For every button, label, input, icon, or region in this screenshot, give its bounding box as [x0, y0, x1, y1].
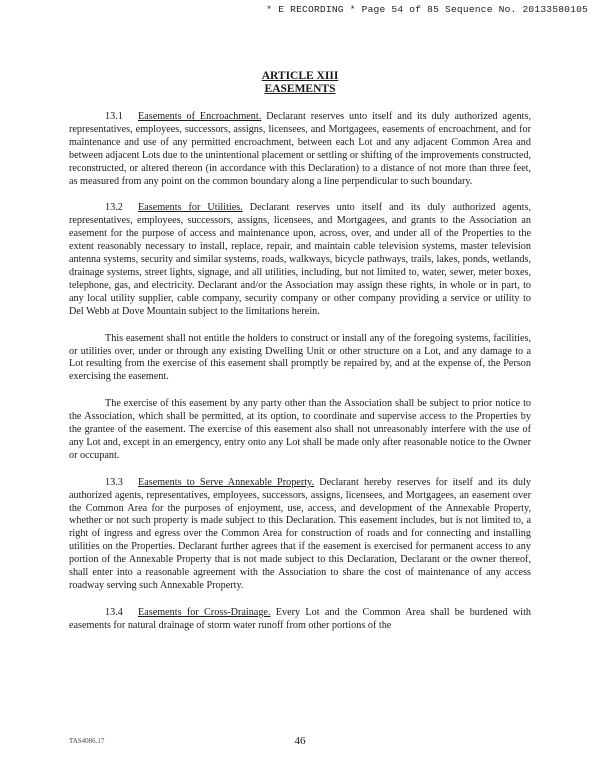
section-number: 13.4	[105, 606, 123, 618]
section-text: Declarant reserves unto itself and its duly authorized agents, representatives, employees, successors, assigns, licensees, and Mortgagees, and grants to the Association an easement for the purpose of access and maintenance upon, across, over, and under all of the Properties to the extent reasonably necessary to install, replace, repair, and maintain cable television systems, master television antenna systems, security and similar systems, roads, walkways, bicycle pathways, trails, lakes, ponds, wetlands, drainage systems, street lights, signage, and all utilities, including, but not limited to, water, sewer, meter boxes, telephone, gas, and electricity. Declarant and/or the Association may assign these rights, in whole or in part, to any local utility supplier, cable company, security company or other company providing a service or utility to Del Webb at Dove Mountain subject to the limitations herein.	[69, 202, 531, 317]
section-text: The exercise of this easement by any party other than the Association shall be subject to prior notice to the Association, which shall be permitted, at its option, to coordinate and supervise access to the Properties by the grantee of the easement. The exercise of this easement also shall not unreasonably interfere with the use of any Lot and, except in an emergency, entry onto any Lot shall be made only after reasonable notice to the Owner or occupant.	[69, 398, 531, 461]
section-13-2	[69, 202, 531, 318]
section-13-4	[69, 607, 531, 633]
section-title: Easements to Serve Annexable Property.	[138, 476, 315, 488]
section-13-2-para-3	[69, 398, 531, 463]
section-title: Easements of Encroachment.	[138, 111, 262, 122]
document-reference: TAS4086.17	[69, 737, 105, 745]
page-number: 46	[294, 735, 306, 747]
section-number: 13.1	[105, 111, 123, 122]
section-13-3	[69, 477, 531, 593]
section-13-2-para-2	[69, 333, 531, 385]
section-text: Every Lot and the Common Area shall be burdened with easements for natural drainage of storm water runoff from other portions of the	[69, 606, 532, 631]
section-title: Easements for Cross-Drainage.	[138, 606, 271, 618]
section-text: This easement shall not entitle the holders to construct or install any of the foregoing systems, facilities, or utilities over, under or through any existing Dwelling Unit or other structure on a Lot, and any damage to a Lot resulting from the exercise of this easement shall promptly be repaired by, and at the expense of, the Person exercising the easement.	[69, 332, 531, 383]
section-number: 13.2	[105, 202, 123, 214]
section-text: Declarant reserves unto itself and its duly authorized agents, representatives, employees, successors, assigns, licensees, and Mortgagees, easements of encroachment, and for maintenance and use of any permitted encroachment, between each Lot and any adjacent Common Area and between adjacent Lots due to the unintentional placement or settling or shifting of the improvements constructed, reconstructed, or altered thereon (in accordance with this Declaration) to a distance of not more than three feet, as measured from any point on the common boundary along a line perpendicular to such boundary.	[69, 111, 532, 187]
article-title: EASEMENTS	[264, 83, 336, 95]
section-text: Declarant hereby reserves for itself and its duly authorized agents, representatives, employees, successors, assigns, licensees, and Mortgagees, an easement over the Common Area for the purposes of enjoyment, use, access, and development of the Annexable Property, whether or not such property is made subject to this Declaration. This easement includes, but is not limited to, a right of ingress and egress over the Common Area for construction of roads and for connecting and installing utilities on the Properties. Declarant further agrees that if the easement is exercised for permanent access to any portion of the Annexable Property that is not made subject to this Declaration, Declarant or the owner thereof, shall enter into a reasonable agreement with the Association to share the cost of maintenance of any access roadway serving such Annexable Property.	[69, 476, 531, 591]
article-number: ARTICLE XIII	[261, 70, 339, 82]
section-13-1	[69, 111, 531, 188]
section-title: Easements for Utilities.	[138, 202, 243, 214]
section-number: 13.3	[105, 476, 123, 488]
document-page	[69, 70, 531, 647]
article-heading	[69, 70, 531, 96]
recording-stamp: * E RECORDING * Page 54 of 85 Sequence No. 20133580105	[266, 4, 588, 15]
